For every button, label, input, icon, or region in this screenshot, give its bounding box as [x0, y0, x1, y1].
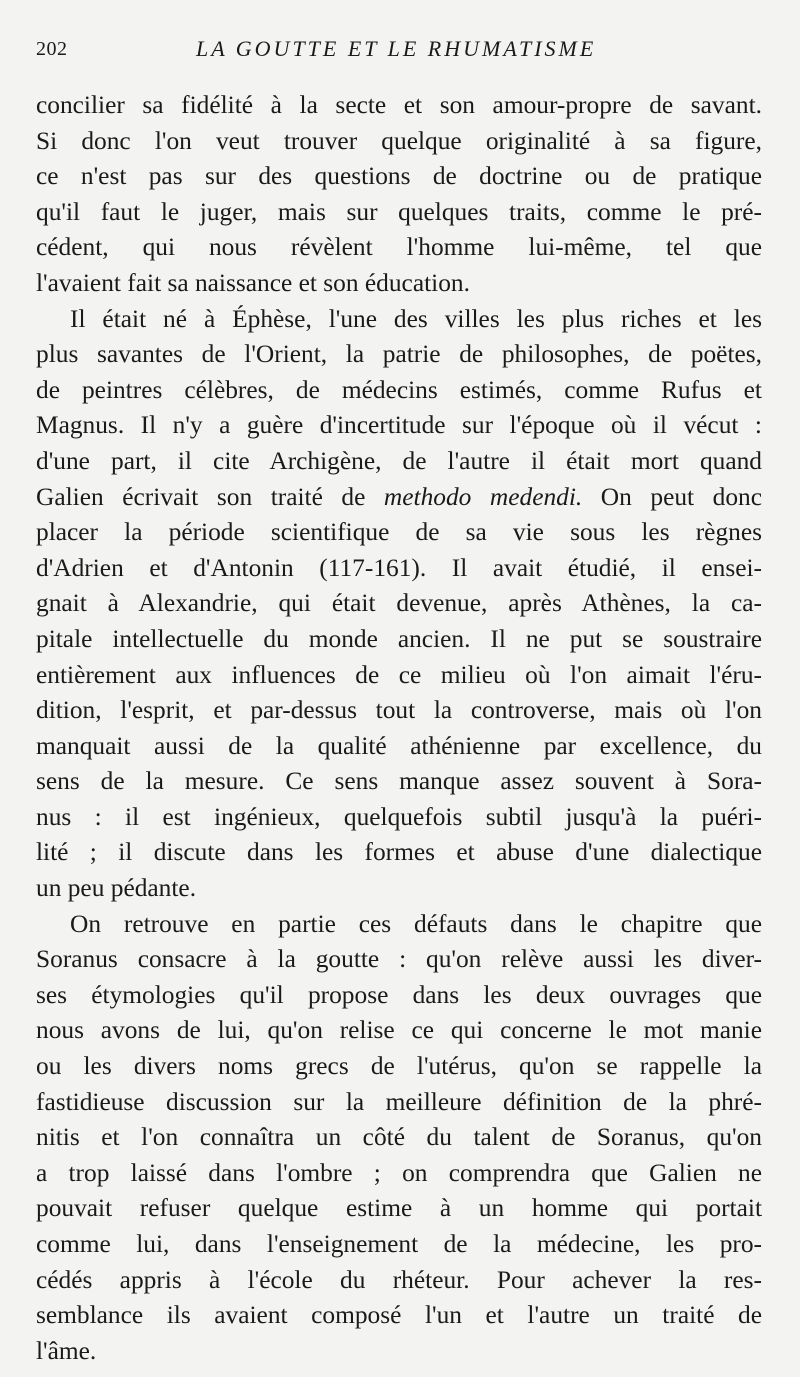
text-line: dition, l'esprit, et par-dessus tout la controverse, mais où l'on	[36, 696, 762, 725]
text-segment: On peut donc	[582, 482, 762, 511]
text-line: Il était né à Éphèse, l'une des villes les plus riches et les	[70, 304, 762, 333]
page-header	[36, 22, 762, 62]
text-line: d'Adrien et d'Antonin (117-161). Il avait étudié, il ensei-	[36, 553, 762, 582]
text-line-with-title	[36, 480, 762, 516]
book-title-italic: methodo medendi.	[383, 482, 583, 511]
text-line: placer la période scientifique de sa vie sous les règnes	[36, 518, 762, 547]
text-line: sens de la mesure. Ce sens manque assez souvent à Sora-	[36, 767, 762, 796]
text-line: a trop laissé dans l'ombre ; on comprendra que Galien ne	[36, 1158, 762, 1187]
text-line: qu'il faut le juger, mais sur quelques traits, comme le pré-	[36, 197, 762, 226]
text-line: l'avaient fait sa naissance et son éducation.	[36, 268, 470, 297]
text-line: cédés appris à l'école du rhéteur. Pour achever la res-	[36, 1265, 762, 1294]
text-line: nitis et l'on connaîtra un côté du talent de Soranus, qu'on	[36, 1123, 762, 1152]
text-line: lité ; il discute dans les formes et abuse d'une dialectique	[36, 838, 762, 867]
text-line: pitale intellectuelle du monde ancien. Il ne put se soustraire	[36, 624, 762, 653]
text-line: ses étymologies qu'il propose dans les deux ouvrages que	[36, 980, 762, 1009]
text-line: Si donc l'on veut trouver quelque originalité à sa figure,	[36, 126, 762, 155]
text-line: nus : il est ingénieux, quelquefois subtil jusqu'à la puéri-	[36, 802, 762, 831]
body-text	[36, 88, 762, 1369]
text-line: d'une part, il cite Archigène, de l'autre il était mort quand	[36, 446, 762, 475]
paragraph-2	[36, 302, 762, 907]
text-line: ce n'est pas sur des questions de doctrine ou de pratique	[36, 162, 762, 191]
text-segment: Galien écrivait son traité de	[36, 482, 384, 511]
text-line: On retrouve en partie ces défauts dans le chapitre que	[70, 909, 762, 938]
text-line: manquait aussi de la qualité athénienne par excellence, du	[36, 731, 762, 760]
text-line: fastidieuse discussion sur la meilleure définition de la phré-	[36, 1087, 762, 1116]
paragraph-3	[36, 907, 762, 1370]
paragraph-1	[36, 88, 762, 302]
text-line: entièrement aux influences de ce milieu où l'on aimait l'éru-	[36, 660, 762, 689]
text-line: pouvait refuser quelque estime à un homme qui portait	[36, 1194, 762, 1223]
text-line: ou les divers noms grecs de l'utérus, qu'on se rappelle la	[36, 1052, 762, 1081]
page-number: 202	[36, 38, 68, 60]
text-line: nous avons de lui, qu'on relise ce qui concerne le mot manie	[36, 1016, 762, 1045]
text-line: l'âme.	[36, 1336, 97, 1365]
text-line: plus savantes de l'Orient, la patrie de philosophes, de poëtes,	[36, 340, 762, 369]
text-line: semblance ils avaient composé l'un et l'autre un traité de	[36, 1301, 762, 1330]
text-line: Soranus consacre à la goutte : qu'on relève aussi les diver-	[36, 945, 762, 974]
text-line: cédent, qui nous révèlent l'homme lui-même, tel que	[36, 233, 762, 262]
text-line: de peintres célèbres, de médecins estimés, comme Rufus et	[36, 375, 762, 404]
running-title: LA GOUTTE ET LE RHUMATISME	[196, 36, 597, 61]
text-line: concilier sa fidélité à la secte et son amour-propre de savant.	[36, 91, 762, 119]
text-line: gnait à Alexandrie, qui était devenue, après Athènes, la ca-	[36, 589, 762, 618]
text-line: un peu pédante.	[36, 874, 197, 903]
text-line: comme lui, dans l'enseignement de la médecine, les pro-	[36, 1230, 762, 1258]
text-line: Magnus. Il n'y a guère d'incertitude sur l'époque où il vécut :	[36, 411, 762, 440]
